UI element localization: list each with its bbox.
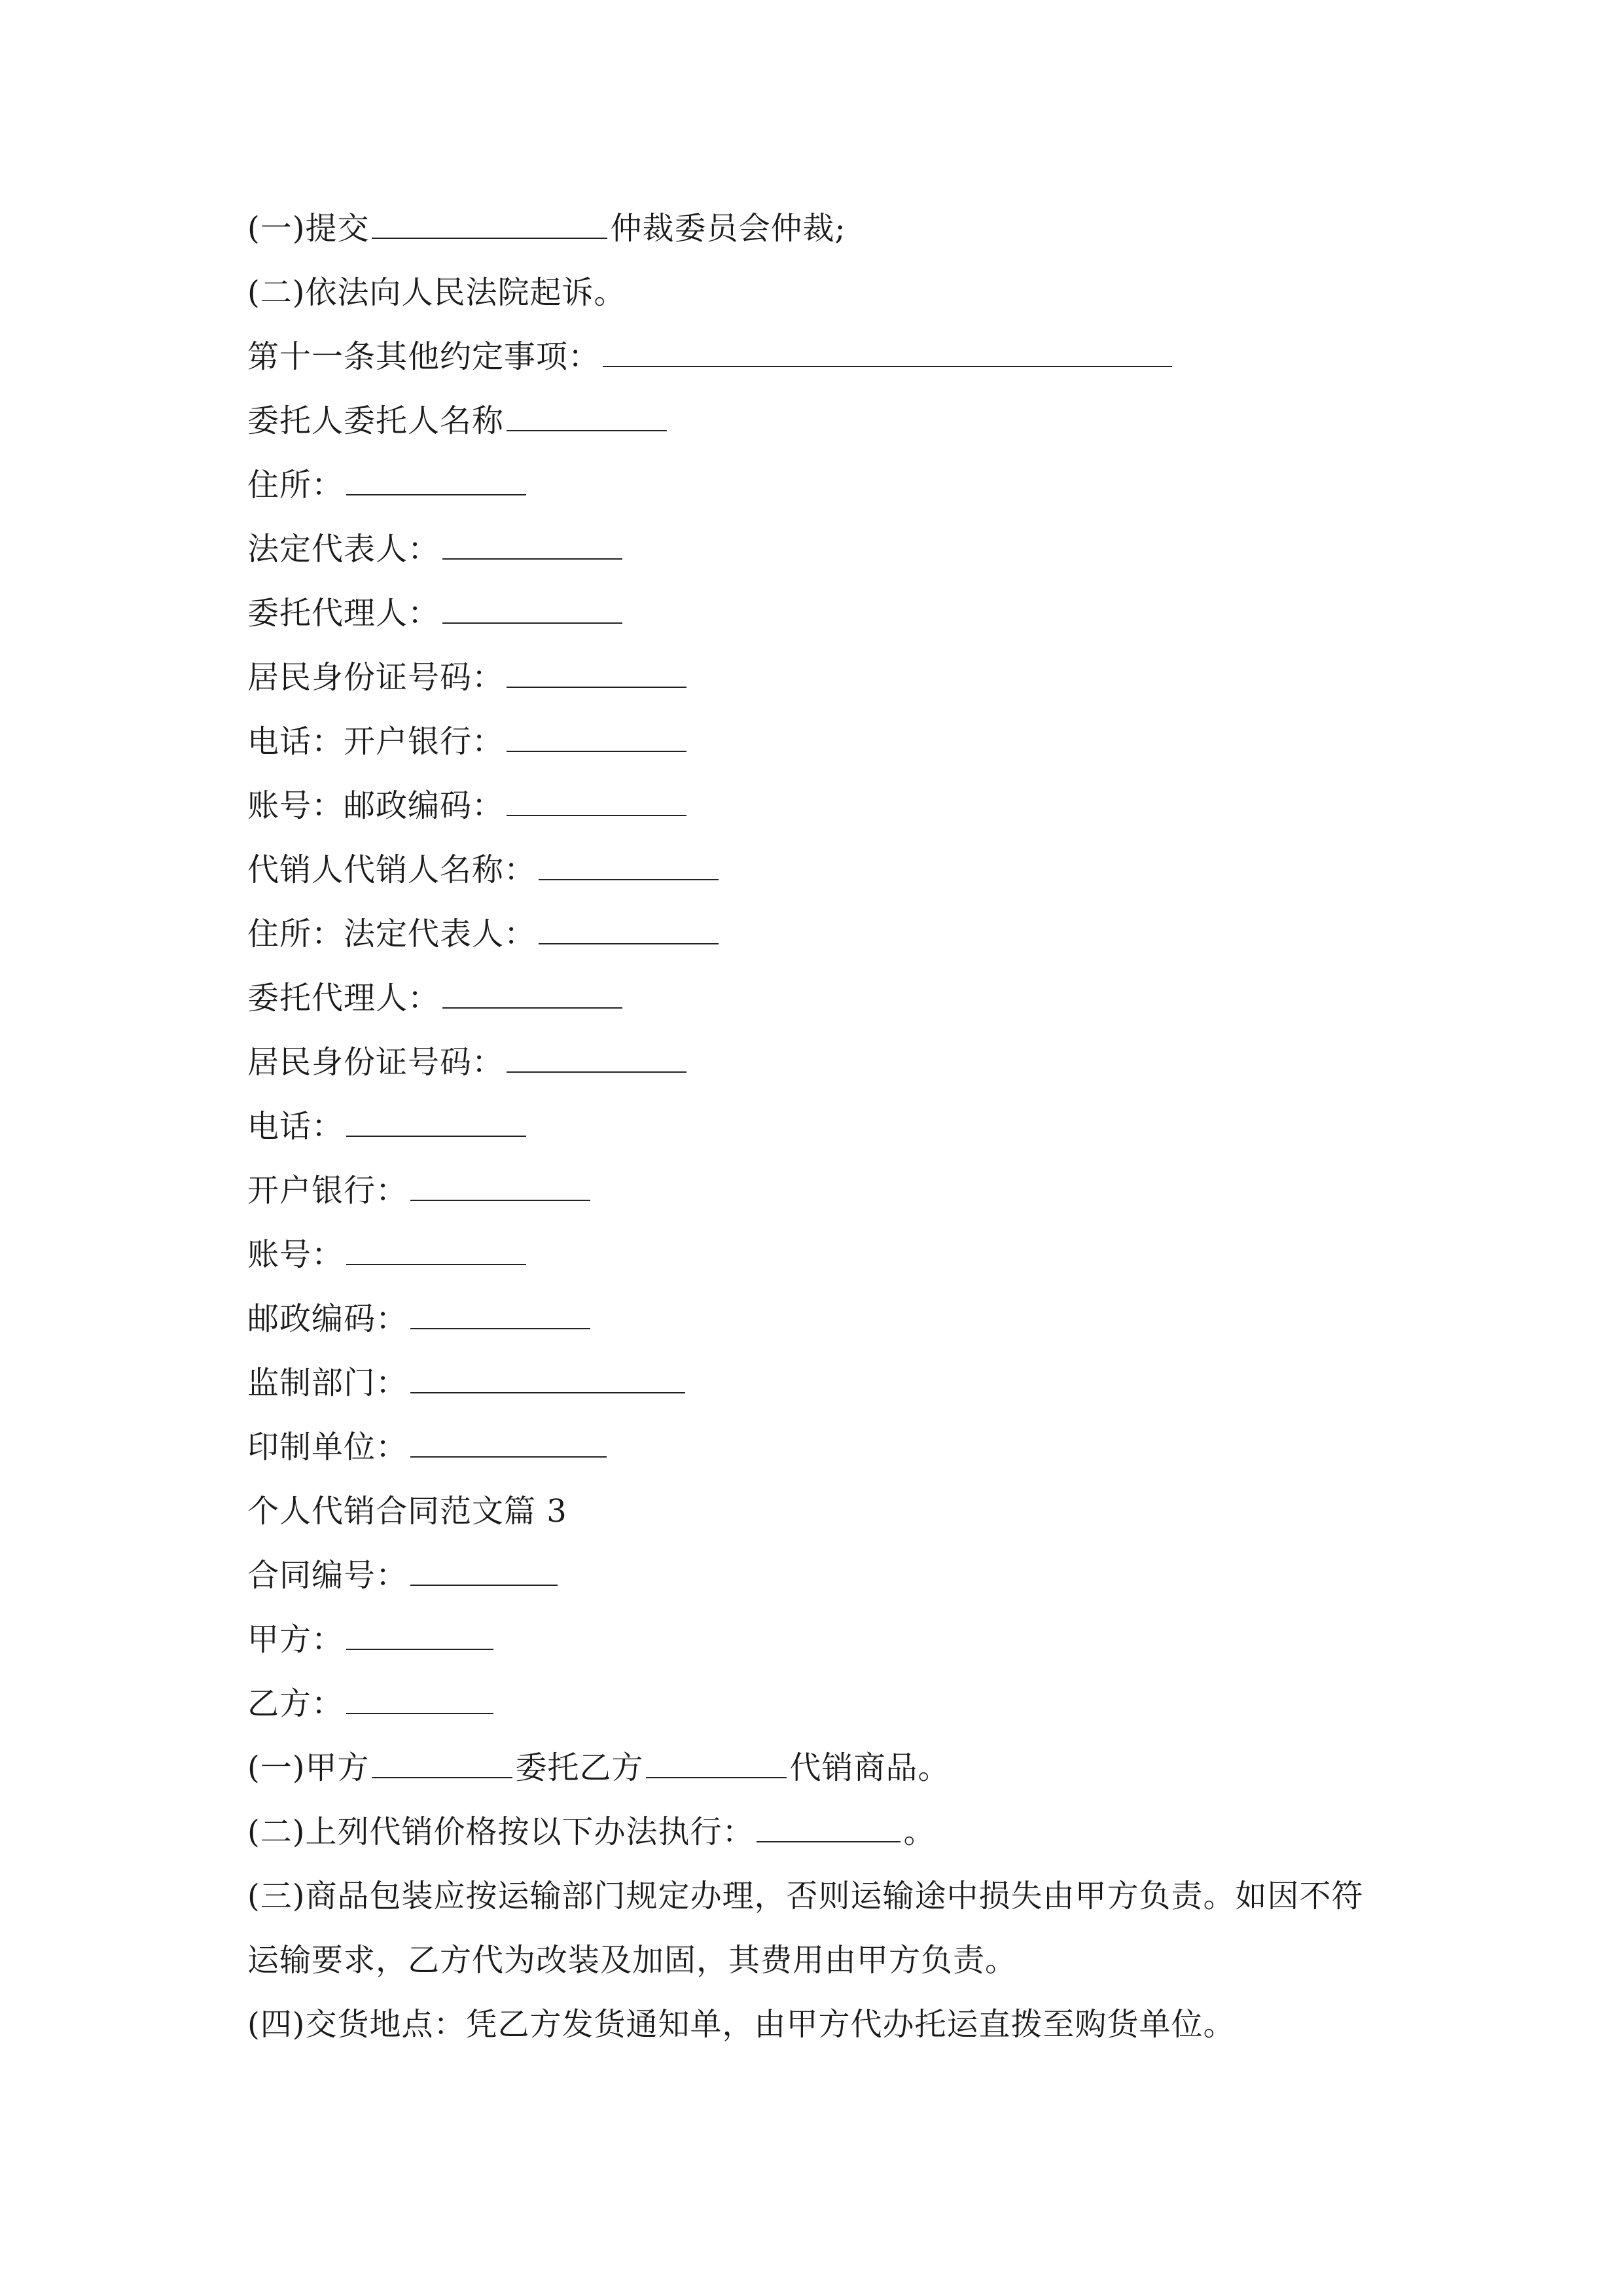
section-title: 个人代销合同范文篇 3 [247,1493,567,1530]
blank-field [507,391,667,431]
agent-phone: 电话： [247,1094,529,1158]
clause-packaging-cont: 运输要求，乙方代为改装及加固，其费用由甲方负责。 [247,1942,1018,1979]
party-a: 甲方： [247,1607,496,1672]
blank-field [410,1417,607,1458]
blank-field [646,1738,787,1778]
agent-name: 代销人代销人名称： [247,838,721,902]
clause-delivery: (四)交货地点：凭乙方发货通知单，由甲方代办托运直拨至购货单位。 [247,2006,1236,2043]
blank-field [507,776,687,816]
principal-phone-bank: 电话：开户银行： [247,709,689,774]
blank-field [372,1738,512,1778]
clause-arbitration: (一)提交 仲裁委员会仲裁; [247,196,846,260]
principal-account-postcode: 账号：邮政编码： [247,774,689,838]
blank-field [539,904,719,944]
agent-agent: 委托代理人： [247,966,625,1030]
article-eleven: 第十一条其他约定事项： [247,325,1175,389]
blank-field [346,1674,493,1714]
blank-field [442,583,622,624]
clause-consignment: (一)甲方 委托乙方 代销商品。 [247,1736,950,1800]
clause-pricing: (二)上列代销价格按以下办法执行： 。 [247,1800,935,1864]
blank-field [346,1225,526,1265]
principal-id-number: 居民身份证号码： [247,645,689,709]
principal-address: 住所： [247,453,529,517]
blank-field [410,1545,558,1586]
blank-field [442,519,622,560]
agent-postcode: 邮政编码： [247,1287,593,1351]
blank-field [442,968,622,1009]
blank-field [539,840,719,880]
principal-agent: 委托代理人： [247,581,625,645]
blank-field [757,1802,901,1842]
agent-bank: 开户银行： [247,1158,593,1223]
blank-field [346,455,526,495]
principal-name: 委托人委托人名称 [247,389,669,453]
blank-field [346,1096,526,1137]
blank-field [603,327,1172,367]
clause-packaging: (三)商品包装应按运输部门规定办理，否则运输途中损失由甲方负责。如因不符 [247,1878,1364,1914]
blank-field [507,711,687,752]
party-b: 乙方： [247,1672,496,1736]
blank-field [410,1160,590,1201]
blank-field [410,1289,590,1329]
blank-field [507,647,687,688]
blank-field [372,198,607,239]
agent-id-number: 居民身份证号码： [247,1030,689,1094]
supervising-department: 监制部门： [247,1351,688,1415]
principal-legal-rep: 法定代表人： [247,517,625,581]
agent-address-legal-rep: 住所：法定代表人： [247,902,721,966]
blank-field [346,1609,493,1650]
clause-court: (二)依法向人民法院起诉。 [247,274,626,311]
printing-unit: 印制单位： [247,1415,609,1479]
blank-field [507,1032,687,1073]
blank-field [410,1353,685,1393]
agent-account: 账号： [247,1223,529,1287]
contract-number: 合同编号： [247,1543,560,1607]
